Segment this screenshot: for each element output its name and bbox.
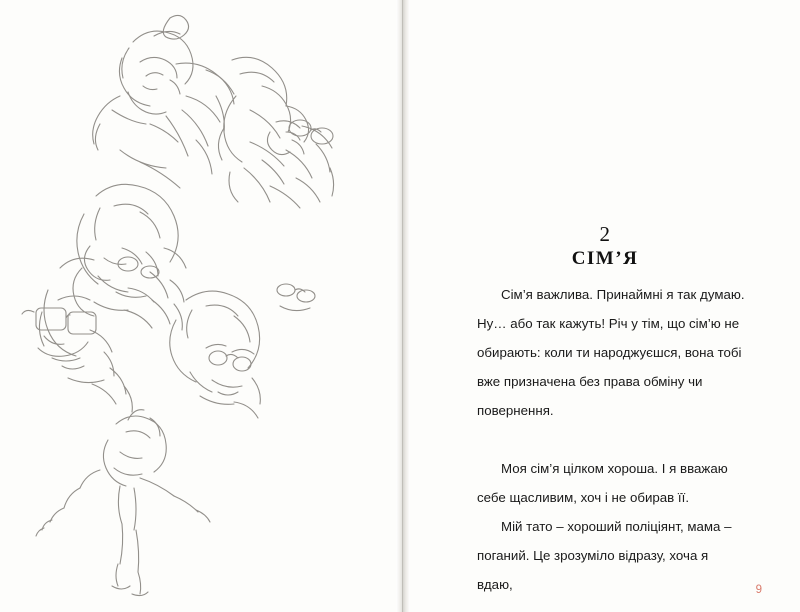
pencil-sketch-illustration: [0, 0, 396, 612]
chapter-number: 2: [599, 222, 611, 246]
paragraph: Сім’я важлива. Принаймні я так думаю. Ну… або так кажуть! Річ у тім, що сім’ю не обирають: коли ти народжуєшся, вона тобі вже призначена без права обміну чи повернення.: [477, 287, 745, 418]
paragraph: Мій тато – хороший поліціянт, мама – поганий. Це зрозуміло відразу, хоча я вдаю,: [477, 519, 732, 592]
paragraph: Моя сім’я цілком хороша. І я вважаю себе щасливим, хоч і не обирав її.: [477, 461, 728, 505]
left-page: [0, 0, 396, 612]
chapter-title: СІМ’Я: [571, 248, 639, 269]
book-spine-line: [402, 0, 403, 612]
right-page: [410, 0, 800, 612]
book-spine: [396, 0, 410, 612]
page-number: 9: [755, 584, 762, 596]
chapter-body: [477, 280, 747, 599]
